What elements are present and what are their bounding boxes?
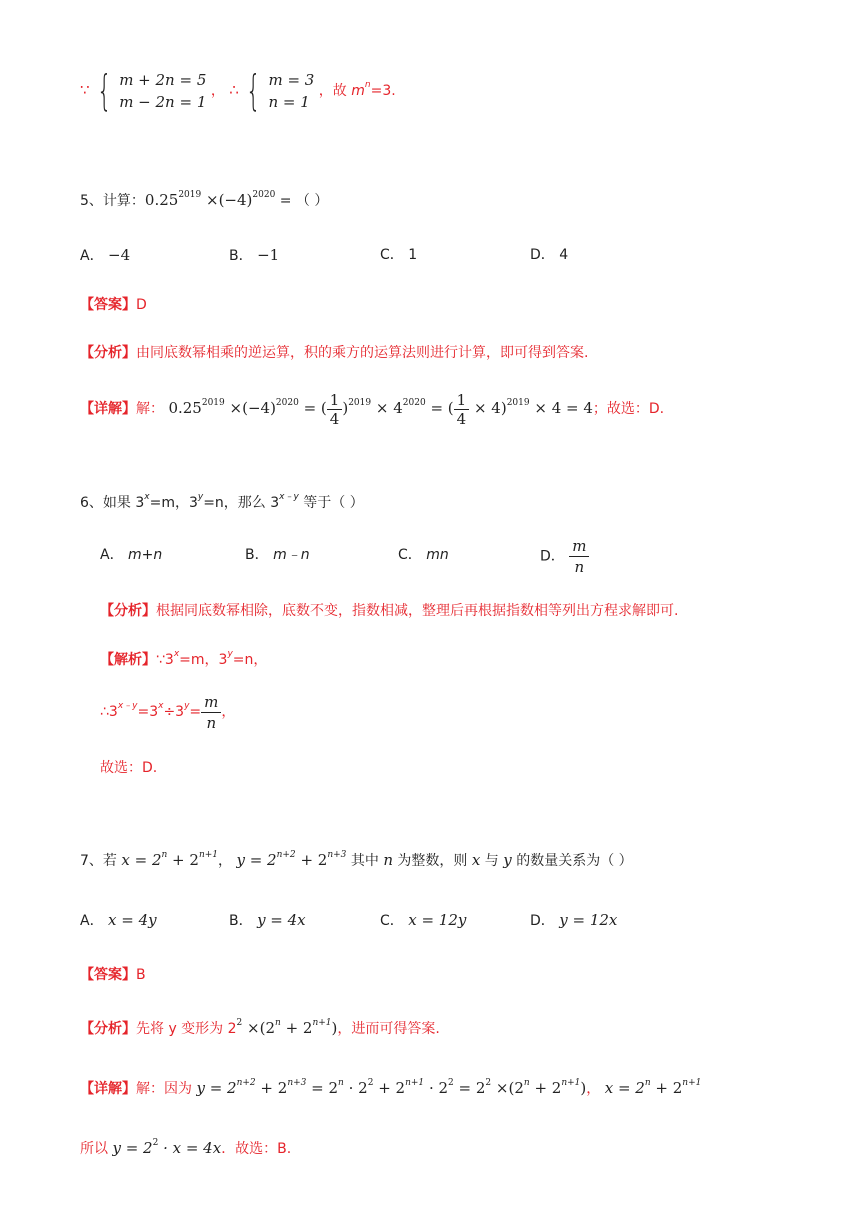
q7-conclusion: 所以 $y = 2^2 \cdot x = 4x$．故选：B. (80, 1138, 292, 1157)
therefore-symbol: ∴ (229, 81, 239, 99)
q5-option-a: A． −4 (80, 246, 131, 264)
fraction-m-over-n: $\frac{m}{n}$ (569, 536, 589, 577)
analysis-tag: 【分析】 (80, 1021, 136, 1037)
solve-tag: 【解析】 (100, 652, 156, 668)
equation-system-2: m = 3 n = 1 (268, 71, 315, 111)
q6-option-a: A． m+n (100, 547, 163, 563)
q6-option-c: C． mn (398, 547, 449, 563)
q7-option-b: B． y = 4x (229, 911, 306, 929)
q6-choice: 故选：D. (100, 760, 158, 776)
q6-option-b: B． m﹣n (245, 547, 310, 563)
q6-solve-line-1: 【解析】$\because 3^x=m$，$3^y=n$， (100, 649, 268, 668)
q6-question: 6、如果 $3^x=m$，$3^y=n$，那么 $3^{x﹣y}$ 等于（ ） (80, 492, 364, 511)
q5-detail: 【详解】解： $0.25^{2019} \times(-4)^{2020}$ = ( $\frac{1}{4}$ )$^{2019} \times 4^{2020}$ = ( $\frac{1}{4}$ × 4)$^{2019}$ × 4 = 4；故选：D. (80, 390, 665, 428)
q5-analysis: 【分析】由同底数幂相乘的逆运算，积的乘方的运算法则进行计算，即可得到答案. (80, 345, 589, 361)
q7-answer: 【答案】B (80, 967, 146, 983)
q4-solution-line: ∵ { m + 2n = 5 m − 2n = 1 ， ∴ { m = 3 n = 1 ，故 $m^n=3$. (80, 66, 396, 115)
q5-option-c: C． 1 (380, 247, 418, 263)
because-symbol: ∵ (80, 81, 90, 99)
q5-answer: 【答案】D (80, 297, 147, 313)
detail-tag: 【详解】 (80, 401, 136, 417)
q6-analysis: 【分析】根据同底数幂相除，底数不变，指数相减，整理后再根据指数相等列出方程求解即可. (100, 603, 679, 619)
q5-option-d: D． 4 (530, 247, 569, 263)
fraction-one-quarter: $\frac{1}{4}$ (454, 391, 470, 428)
answer-tag: 【答案】 (80, 967, 136, 983)
q5-option-b: B． −1 (229, 246, 280, 264)
q7-option-c: C． x = 12y (380, 911, 467, 929)
q6-solve-line-2: $\therefore 3^{x﹣y}=3^x\div 3^y=$ $\frac{m}{n}$ ， (100, 692, 236, 732)
fraction-m-over-n: $\frac{m}{n}$ (201, 692, 221, 733)
q7-question: 7、若 $x = 2^n + 2^{n+1}$， $y = 2^{n+2} + 2^{n+3}$ 其中 n 为整数，则 x 与 y 的数量关系为（ ） (80, 850, 633, 869)
answer-tag: 【答案】 (80, 297, 136, 313)
q6-option-d: D． $\frac{m}{n}$ (540, 536, 589, 576)
q5-question: 5、计算：$0.25^{2019} \times(-4)^{2020}$ = （ ） (80, 190, 329, 209)
q4-conclusion: ，故 $m^n=3$. (318, 80, 396, 99)
detail-tag: 【详解】 (80, 1081, 136, 1097)
system-brace: { (246, 66, 262, 115)
analysis-tag: 【分析】 (100, 603, 156, 619)
equation-system-1: m + 2n = 5 m − 2n = 1 (119, 71, 207, 111)
q7-detail: 【详解】解：因为 $y = 2^{n+2} + 2^{n+3} = 2^n \cdot 2^2 + 2^{n+1} \cdot 2^2 = 2^2 \times(2^n + 2^{n+1})$， $x = 2^n + 2^{n+1}$ (80, 1078, 702, 1097)
system-brace: { (97, 66, 112, 115)
q7-option-d: D． y = 12x (530, 911, 618, 929)
q7-analysis: 【分析】先将 y 变形为 $2^2 \times(2^n + 2^{n+1})$，进而可得答案. (80, 1018, 440, 1037)
fraction-one-quarter: $\frac{1}{4}$ (327, 391, 343, 428)
q7-option-a: A． x = 4y (80, 911, 157, 929)
analysis-tag: 【分析】 (80, 345, 136, 361)
